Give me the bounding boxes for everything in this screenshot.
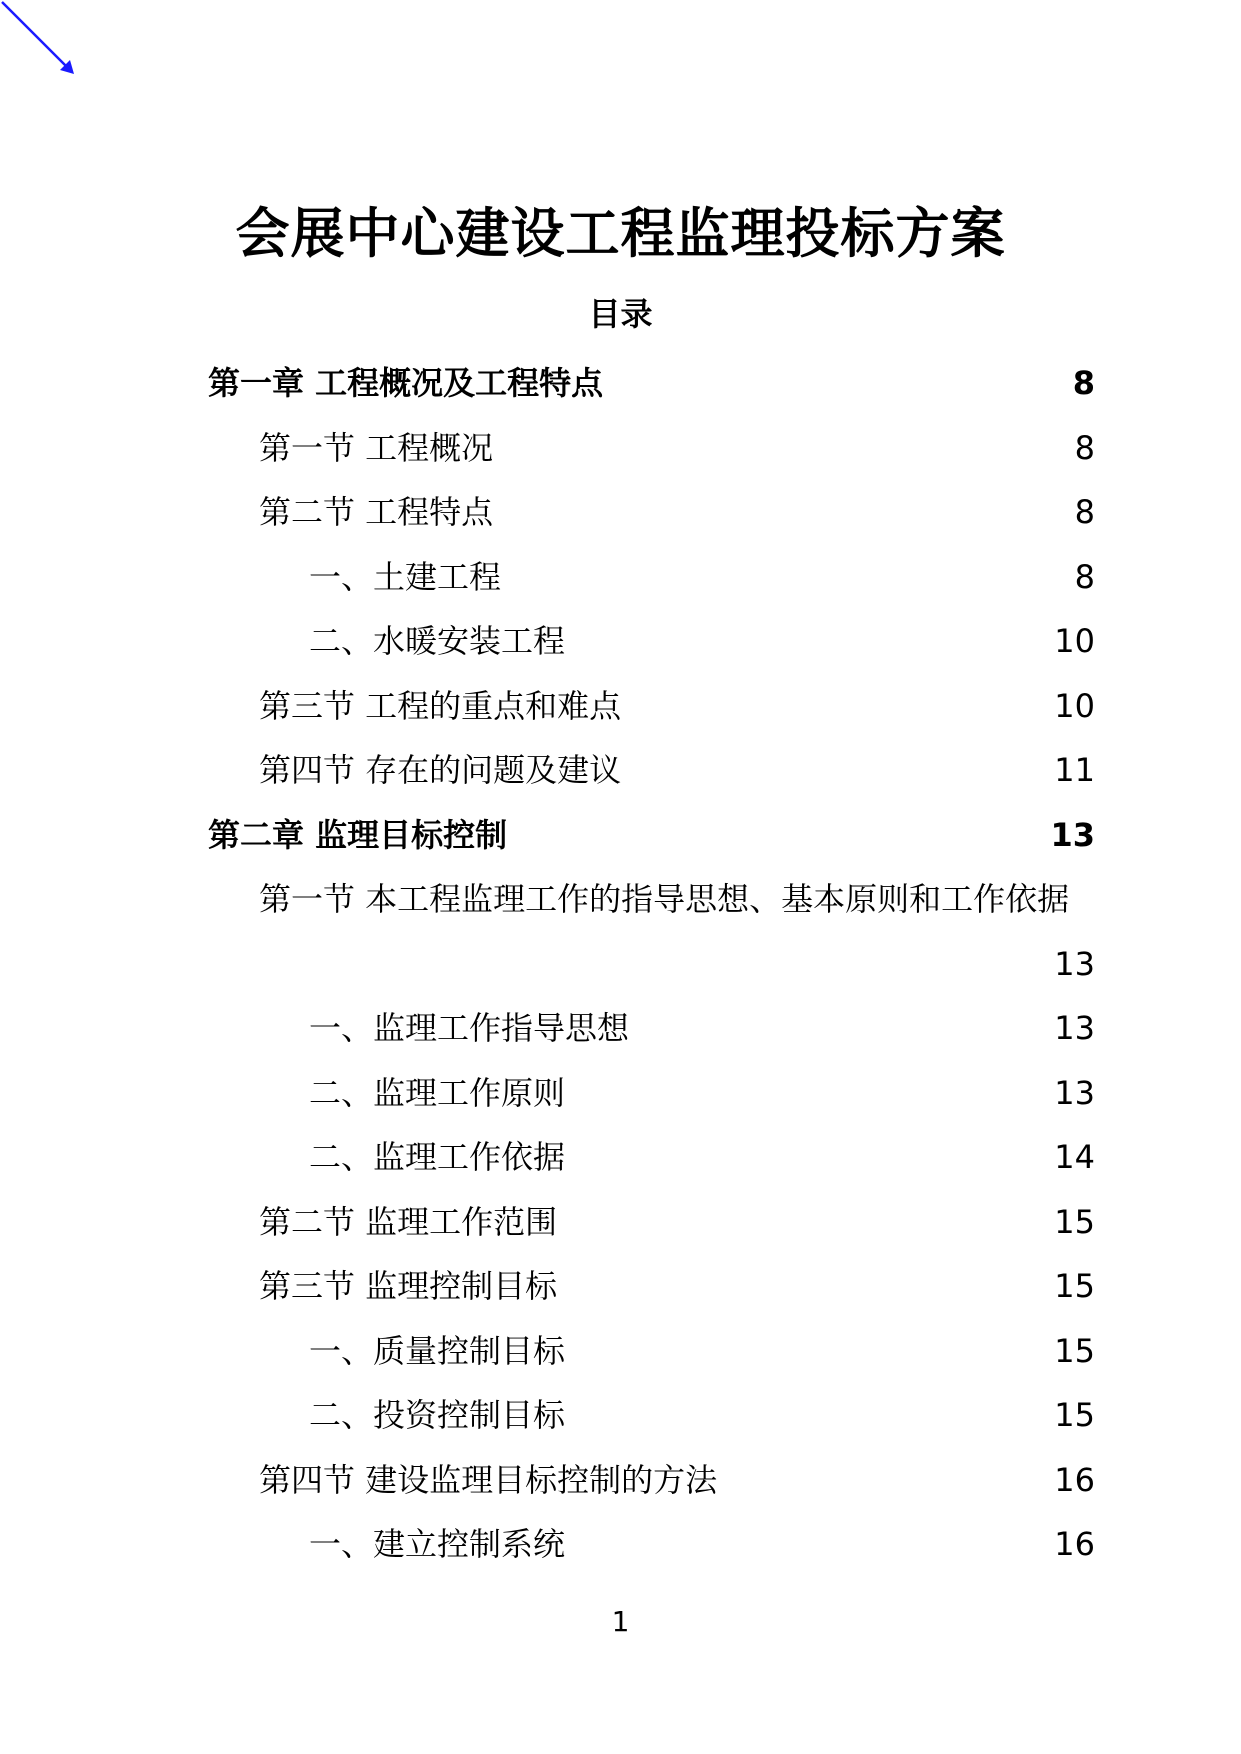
toc-entry-page: 16: [1054, 1525, 1095, 1563]
toc-entry-page: 15: [1054, 1396, 1095, 1434]
toc-entry-page: 13: [1054, 1009, 1095, 1047]
toc-entry[interactable]: [0, 1319, 1241, 1383]
corner-arrow-icon: [0, 0, 80, 80]
toc-entry-title: 一、监理工作指导思想: [309, 1009, 630, 1047]
toc-entry-page: 13: [1054, 944, 1095, 983]
toc-entry-page: 8: [1074, 493, 1095, 531]
toc-entry-title: 第三节 工程的重点和难点: [259, 686, 622, 725]
toc-entry-page: 13: [1050, 815, 1095, 854]
toc-entry-title: 第四节 建设监理目标控制的方法: [259, 1460, 718, 1499]
toc-entry[interactable]: [0, 867, 1241, 996]
toc-entry[interactable]: [0, 351, 1241, 415]
toc-entry-title: 二、监理工作依据: [309, 1138, 566, 1176]
toc-entry[interactable]: [0, 996, 1241, 1060]
toc-entry-title: 一、建立控制系统: [309, 1525, 566, 1563]
toc-entry-page: 10: [1054, 622, 1095, 660]
toc-entry-title: 第一节 本工程监理工作的指导思想、基本原则和工作依据: [259, 880, 1070, 918]
toc-entry-page: 8: [1072, 364, 1095, 402]
toc-entry-page: 11: [1054, 751, 1095, 789]
toc-entry[interactable]: [0, 416, 1241, 480]
toc-entry-title: 二、监理工作原则: [309, 1073, 566, 1112]
toc-entry[interactable]: [0, 480, 1241, 544]
toc-entry[interactable]: [0, 545, 1241, 609]
toc-entry-title: 第三节 监理控制目标: [259, 1267, 558, 1305]
toc-entry-page: 10: [1054, 686, 1095, 725]
toc-entry-page: 8: [1074, 428, 1095, 467]
toc-entry[interactable]: [0, 1125, 1241, 1189]
toc-entry-title: 第一节 工程概况: [259, 428, 494, 467]
toc-entry[interactable]: [0, 1512, 1241, 1576]
toc-entry-title: 第二节 工程特点: [259, 493, 494, 531]
toc-entry[interactable]: [0, 1254, 1241, 1318]
toc-entry-title: 第一章 工程概况及工程特点: [208, 364, 604, 402]
toc-entry-title: 第二节 监理工作范围: [259, 1202, 558, 1241]
toc-entry[interactable]: [0, 803, 1241, 867]
toc-entry-page: 16: [1054, 1460, 1095, 1499]
page-number: 1: [611, 1605, 630, 1638]
toc-entry[interactable]: [0, 1190, 1241, 1254]
toc-heading: 目录: [588, 295, 653, 333]
toc-entry-page: 8: [1074, 557, 1095, 596]
toc-entry[interactable]: [0, 1383, 1241, 1447]
toc-entry[interactable]: [0, 609, 1241, 673]
toc-entry-title: 二、投资控制目标: [309, 1396, 566, 1434]
toc-entry[interactable]: [0, 1061, 1241, 1125]
toc-entry-page: 15: [1054, 1267, 1095, 1305]
toc-entry-title: 一、质量控制目标: [309, 1331, 566, 1370]
toc-entry-title: 第二章 监理目标控制: [208, 815, 508, 854]
document-title: 会展中心建设工程监理投标方案: [235, 202, 1006, 265]
toc-entry-title: 二、水暖安装工程: [309, 622, 566, 660]
toc-entry[interactable]: [0, 1448, 1241, 1512]
toc-entry-title: 第四节 存在的问题及建议: [259, 751, 622, 789]
toc-entry-page: 14: [1054, 1138, 1095, 1176]
toc-entry[interactable]: [0, 738, 1241, 802]
toc-entry-page: 15: [1054, 1331, 1095, 1370]
toc-entry-title: 一、土建工程: [309, 557, 502, 596]
toc-entry[interactable]: [0, 674, 1241, 738]
toc-entry-page: 13: [1054, 1073, 1095, 1112]
toc-entry-page: 15: [1054, 1202, 1095, 1241]
